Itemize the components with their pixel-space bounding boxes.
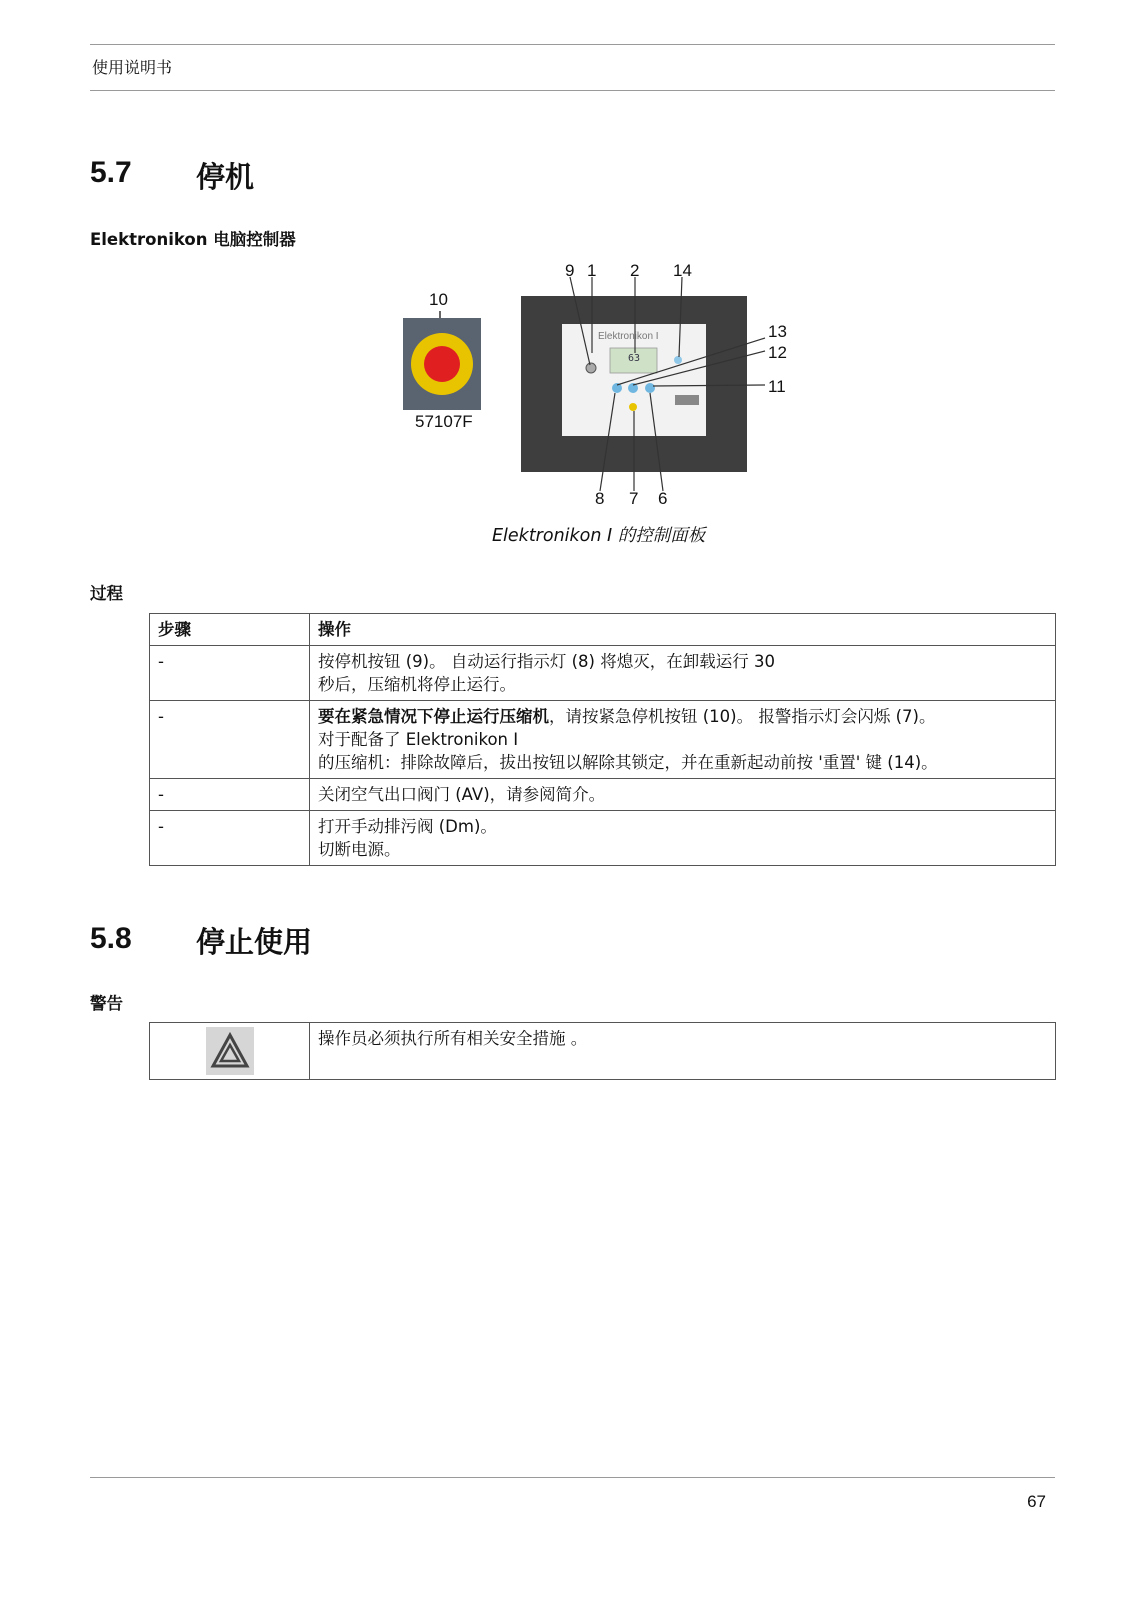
header-action: 操作 <box>310 614 1056 646</box>
table-row <box>150 779 1056 811</box>
step-cell: - <box>150 811 310 866</box>
figure-drawing <box>395 255 815 505</box>
section-number: 5.8 <box>90 922 132 955</box>
callout-1: 1 <box>587 261 597 280</box>
warning-text-cell: 操作员必须执行所有相关安全措施 。 <box>310 1023 1056 1080</box>
callout-9: 9 <box>565 261 575 280</box>
emphasis-text: 要在紧急情况下停止运行压缩机 <box>318 707 549 726</box>
table-header-row <box>150 614 1056 646</box>
document-header-title: 使用说明书 <box>92 58 173 77</box>
step-cell: - <box>150 701 310 779</box>
section-title: 停机 <box>196 160 255 194</box>
stop-button <box>586 363 596 373</box>
action-line: 切断电源。 <box>318 840 401 859</box>
callout-8: 8 <box>595 489 605 508</box>
key-right <box>645 383 655 393</box>
action-line: 的压缩机：排除故障后，拔出按钮以解除其锁定，并在重新起动前按 '重置' 键 (14)。 <box>318 753 938 772</box>
callout-2: 2 <box>630 261 640 280</box>
callout-11: 11 <box>768 377 786 396</box>
estop-button <box>424 346 460 382</box>
callout-6: 6 <box>658 489 668 508</box>
figure-caption: Elektronikon I 的控制面板 <box>492 526 706 546</box>
warning-row <box>150 1023 1056 1080</box>
callout-14: 14 <box>673 261 692 280</box>
callout-13: 13 <box>768 322 787 341</box>
action-line <box>318 705 1047 728</box>
header-bottom-rule <box>90 90 1055 91</box>
step-cell: - <box>150 779 310 811</box>
action-line: 秒后，压缩机将停止运行。 <box>318 675 516 694</box>
alarm-led <box>629 403 637 411</box>
action-cell <box>310 779 1056 811</box>
warning-triangle-icon <box>206 1027 254 1075</box>
reset-key <box>674 356 682 364</box>
section-number: 5.7 <box>90 156 132 189</box>
logo-mark <box>675 395 699 405</box>
display-value: 63 <box>628 353 641 364</box>
action-line: 对于配备了 Elektronikon I <box>318 730 519 749</box>
warning-heading: 警告 <box>90 994 123 1013</box>
controller-heading: Elektronikon 电脑控制器 <box>90 230 296 249</box>
header-step: 步骤 <box>150 614 310 646</box>
action-line: 关闭空气出口阀门 (AV)，请参阅简介。 <box>318 785 606 804</box>
header-top-rule <box>90 44 1055 45</box>
table-row <box>150 646 1056 701</box>
procedure-heading: 过程 <box>90 584 123 603</box>
callout-7: 7 <box>629 489 639 508</box>
estop-code: 57107F <box>415 412 473 431</box>
estop-callout: 10 <box>429 290 448 309</box>
page-number: 67 <box>1027 1492 1046 1511</box>
panel-brand-text: Elektronikon I <box>598 331 659 342</box>
footer-rule <box>90 1477 1055 1478</box>
warning-table <box>149 1022 1056 1080</box>
control-panel-figure <box>395 255 815 508</box>
action-cell <box>310 811 1056 866</box>
table-row <box>150 701 1056 779</box>
procedure-table <box>149 613 1056 866</box>
table-row <box>150 811 1056 866</box>
action-cell <box>310 701 1056 779</box>
step-cell: - <box>150 646 310 701</box>
section-title: 停止使用 <box>196 925 313 959</box>
action-cell <box>310 646 1056 701</box>
warning-icon-cell <box>150 1023 310 1080</box>
action-line: 按停机按钮 (9)。 自动运行指示灯 (8) 将熄灭，在卸载运行 30 <box>318 652 775 671</box>
action-line: 打开手动排污阀 (Dm)。 <box>318 817 497 836</box>
action-text: ，请按紧急停机按钮 (10)。 报警指示灯会闪烁 (7)。 <box>549 707 936 726</box>
callout-12: 12 <box>768 343 787 362</box>
